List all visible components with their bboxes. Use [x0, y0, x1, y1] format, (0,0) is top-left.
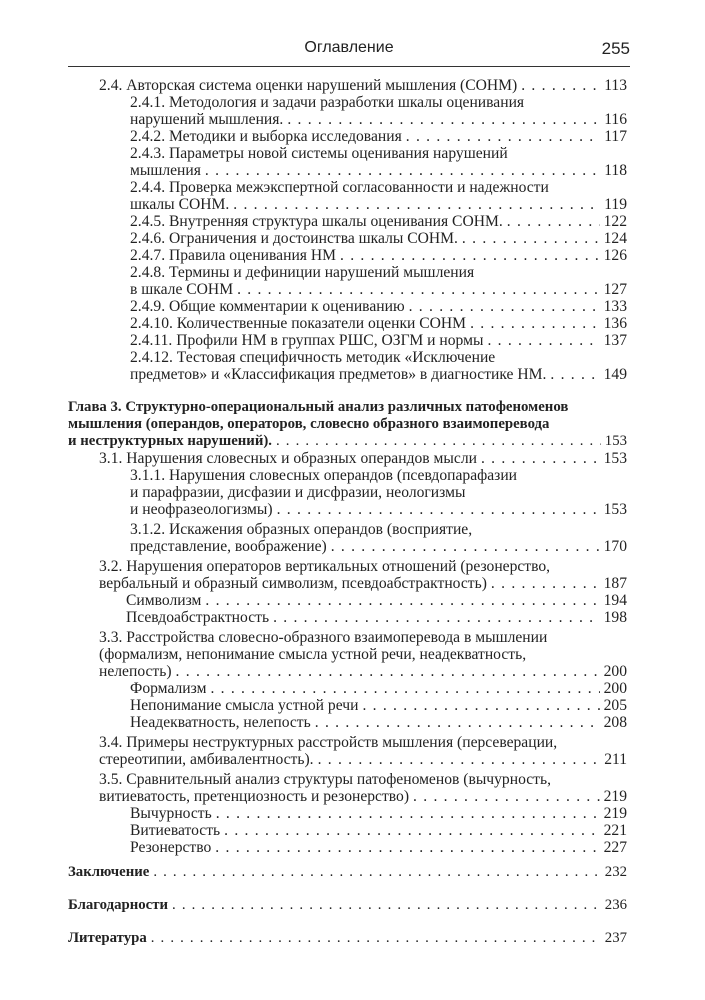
toc-entry-2-4-12-cont[interactable]: предметов» и «Классификация предметов» в диагностике НМ. . . . 149 — [68, 366, 627, 383]
toc-entry-3-1[interactable]: 3.1. Нарушения словесных и образных операндов мысли . . . 153 — [68, 450, 627, 467]
toc-entry-misunderstanding[interactable]: Непонимание смысла устной речи . . . 205 — [68, 697, 627, 714]
toc-entry-3-5[interactable]: 3.5. Сравнительный анализ структуры патофеноменов (вычурность, — [99, 771, 552, 788]
toc-entry-3-2-cont[interactable]: вербальный и образный символизм, псевдоабстрактность) . . . 187 — [68, 575, 627, 592]
toc-entry-pseudoabstraction[interactable]: Псевдоабстрактность . . . 198 — [68, 609, 627, 626]
toc-entry-3-4[interactable]: 3.4. Примеры неструктурных расстройств мышления (персеверации, — [99, 734, 558, 751]
toc-entry-symbolism[interactable]: Символизм . . . 194 — [68, 592, 627, 609]
header-title: Оглавление — [304, 39, 394, 56]
toc-entry-2-4-8[interactable]: 2.4.8. Термины и дефиниции нарушений мышления — [130, 264, 475, 281]
table-of-contents — [68, 77, 627, 947]
toc-entry-2-4-3-cont[interactable]: мышления . . . 118 — [68, 162, 627, 179]
page-header — [68, 36, 630, 67]
toc-entry-3-4-cont[interactable]: стереотипии, амбивалентность). . . . 211 — [68, 751, 627, 768]
toc-entry-2-4-9[interactable]: 2.4.9. Общие комментарии к оцениванию . . . 133 — [68, 298, 627, 315]
toc-entry-reasoning[interactable]: Резонерство . . . 227 — [68, 839, 627, 856]
toc-entry-pretentiousness[interactable]: Вычурность . . . 219 — [68, 805, 627, 822]
toc-entry-2-4-10[interactable]: 2.4.10. Количественные показатели оценки СОНМ . . . 136 — [68, 315, 627, 332]
toc-entry-3-3-cont2[interactable]: нелепость) . . . 200 — [68, 663, 627, 680]
toc-entry-2-4-1[interactable]: 2.4.1. Методология и задачи разработки шкалы оценивания — [130, 94, 525, 111]
toc-entry-2-4-5[interactable]: 2.4.5. Внутренняя структура шкалы оценивания СОНМ. . . . 122 — [68, 213, 627, 230]
toc-chapter-3[interactable]: Глава 3. Структурно-операциональный анализ различных патофеноменов — [68, 399, 569, 415]
toc-entry-2-4-6[interactable]: 2.4.6. Ограничения и достоинства шкалы СОНМ. . . . 124 — [68, 230, 627, 247]
toc-conclusion[interactable]: Заключение . . . 232 — [68, 864, 627, 881]
toc-entry-2-4-8-cont[interactable]: в шкале СОНМ . . . 127 — [68, 281, 627, 298]
toc-entry-floridity[interactable]: Витиеватость . . . 221 — [68, 822, 627, 839]
toc-entry-3-3-cont1[interactable]: (формализм, непонимание смысла устной речи, неадекватность, — [99, 646, 527, 663]
toc-entry-3-1-1-cont2[interactable]: и неофразеологизмы) . . . 153 — [68, 501, 627, 518]
toc-entry-3-2[interactable]: 3.2. Нарушения операторов вертикальных отношений (резонерство, — [99, 558, 551, 575]
toc-entry-2-4-12[interactable]: 2.4.12. Тестовая специфичность методик «Исключение — [130, 349, 496, 366]
toc-entry-2-4-2[interactable]: 2.4.2. Методики и выборка исследования . . . 117 — [68, 128, 627, 145]
toc-acknowledgements[interactable]: Благодарности . . . 236 — [68, 897, 627, 914]
toc-entry-2-4[interactable]: 2.4. Авторская система оценки нарушений мышления (СОНМ) . . . 113 — [68, 77, 627, 94]
toc-entry-2-4-4-cont[interactable]: шкалы СОНМ. . . . 119 — [68, 196, 627, 213]
toc-entry-inadequacy[interactable]: Неадекватность, нелепость . . . 208 — [68, 714, 627, 731]
toc-entry-3-3[interactable]: 3.3. Расстройства словесно-образного взаимоперевода в мышлении — [99, 629, 548, 646]
page-number: 255 — [601, 39, 630, 58]
toc-entry-2-4-3[interactable]: 2.4.3. Параметры новой системы оценивания нарушений — [130, 145, 508, 162]
toc-entry-formalism[interactable]: Формализм . . . 200 — [68, 680, 627, 697]
toc-literature[interactable]: Литература . . . 237 — [68, 930, 627, 947]
toc-entry-2-4-11[interactable]: 2.4.11. Профили НМ в группах РШС, ОЗГМ и нормы . . . 137 — [68, 332, 627, 349]
toc-entry-3-5-cont[interactable]: витиеватость, претенциозность и резонерство) . . . 219 — [68, 788, 627, 805]
toc-entry-3-1-2[interactable]: 3.1.2. Искажения образных операндов (восприятие, — [130, 521, 473, 538]
toc-entry-2-4-4[interactable]: 2.4.4. Проверка межэкспертной согласованности и надежности — [130, 179, 549, 196]
toc-entry-2-4-1-cont[interactable]: нарушений мышления. . . . 116 — [68, 111, 627, 128]
toc-entry-3-1-2-cont[interactable]: представление, воображение) . . . 170 — [68, 538, 627, 555]
toc-entry-3-1-1-cont1[interactable]: и парафразии, дисфазии и дисфразии, неологизмы — [130, 484, 466, 501]
toc-chapter-3-cont1[interactable]: мышления (операндов, операторов, словесно образного взаимоперевода — [68, 416, 550, 432]
toc-entry-2-4-7[interactable]: 2.4.7. Правила оценивания НМ . . . 126 — [68, 247, 627, 264]
toc-entry-3-1-1[interactable]: 3.1.1. Нарушения словесных операндов (псевдопарафазии — [130, 467, 518, 484]
toc-chapter-3-cont2[interactable]: и неструктурных нарушений). . . . 153 — [68, 433, 627, 450]
